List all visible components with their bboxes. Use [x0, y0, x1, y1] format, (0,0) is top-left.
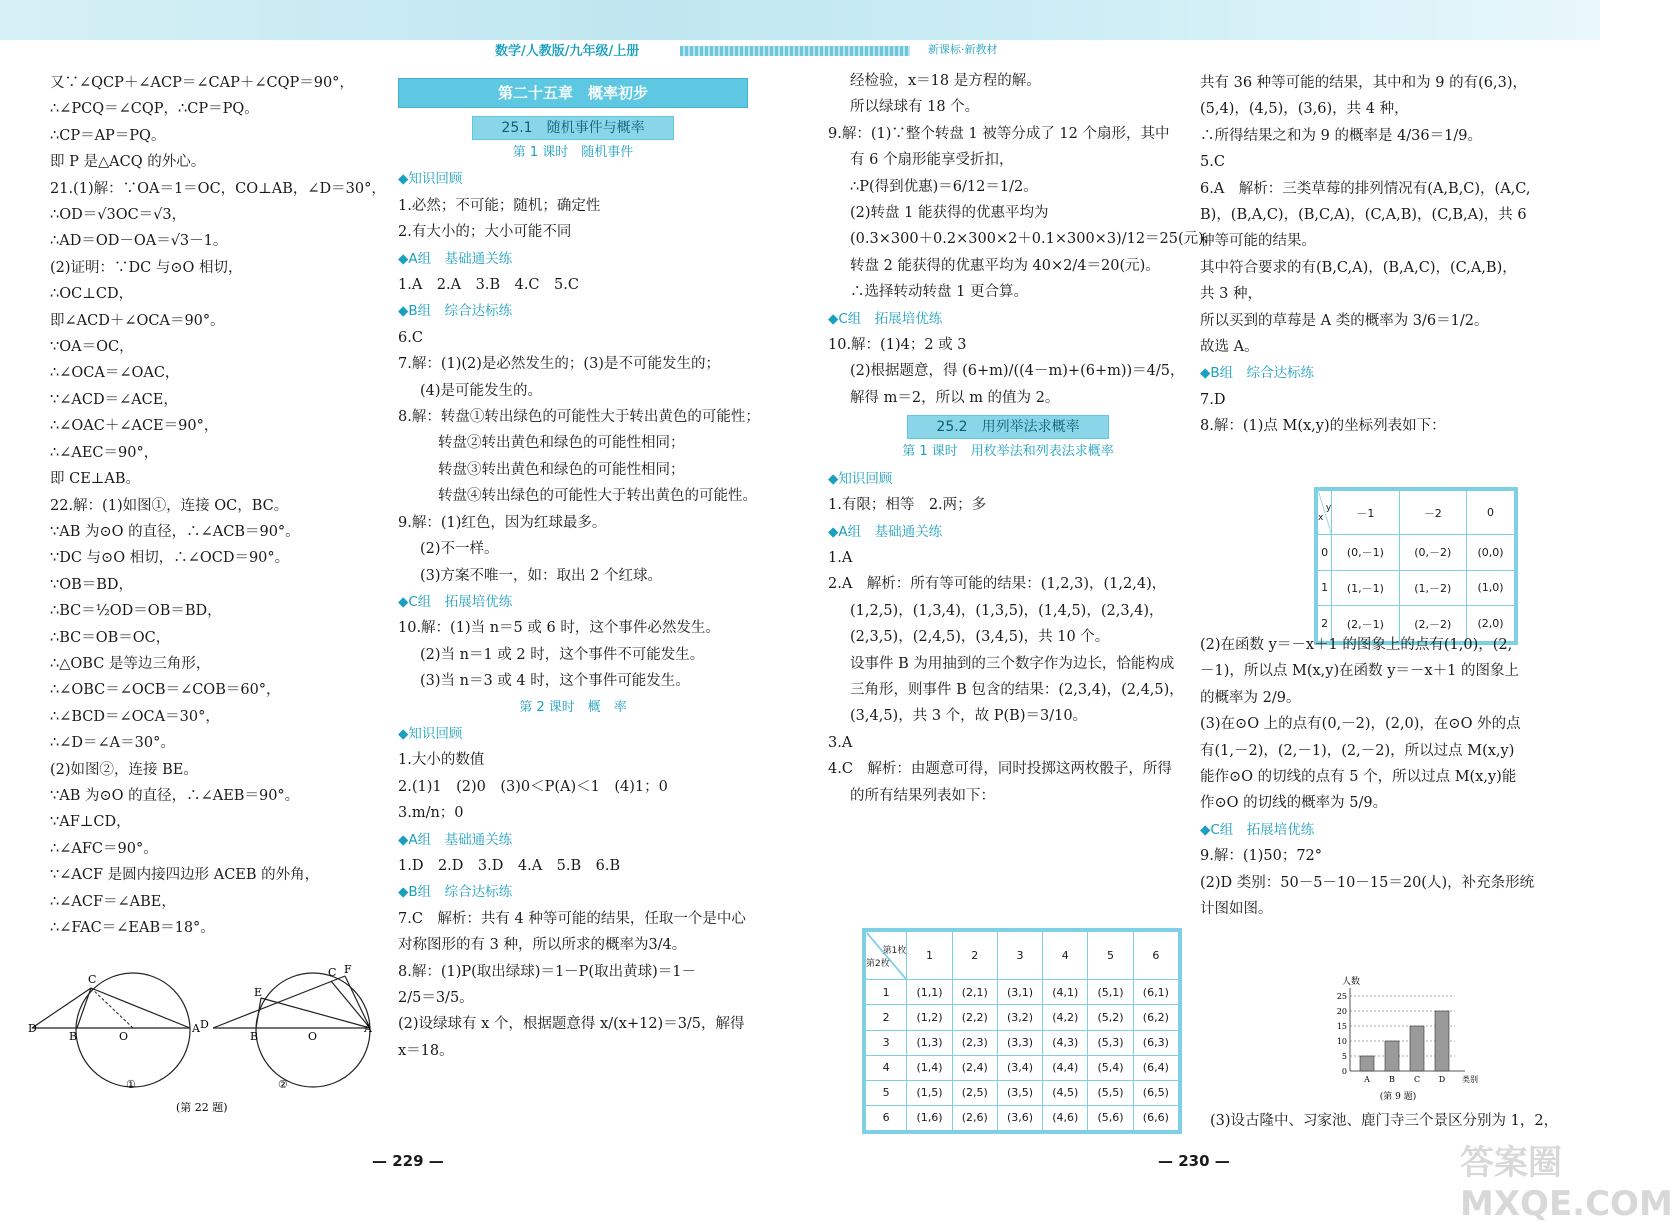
- mid1a-line: ◆A组 基础通关练: [398, 250, 513, 267]
- mid2b-line: (3,4,5)，共 3 个，故 P(B)＝3/10。: [850, 708, 1088, 725]
- figure-22-2: [200, 963, 373, 1091]
- mid2a-line: ◆C组 拓展培优练: [828, 310, 943, 327]
- table-row: [866, 980, 1179, 1005]
- table-cell: (2,0): [1467, 606, 1515, 642]
- table-cell: (1,1): [907, 980, 952, 1005]
- fig2-point-C: C: [328, 966, 337, 979]
- left-col-line: ∵AB 为⊙O 的直径，∴∠ACB＝90°。: [50, 523, 300, 540]
- mid1b-line: 2/5＝3/5。: [398, 990, 474, 1006]
- mid2b-line: 三角形，则事件 B 包含的结果：(2,3,4)，(2,4,5)，: [850, 681, 1184, 698]
- right-b-line: 计图如图。: [1200, 901, 1273, 918]
- mid2a-line: 9.解：(1)∵整个转盘 1 被等分成了 12 个扇形，其中: [828, 125, 1170, 142]
- right-a-line: 所以买到的草莓是 A 类的概率为 3/6＝1/2。: [1200, 312, 1489, 329]
- table-cell: (6,3): [1133, 1030, 1178, 1055]
- table-cell: (4,6): [1043, 1105, 1088, 1130]
- table-cell: (4,1): [1043, 980, 1088, 1005]
- mid2a-line: ∴P(得到优惠)＝6/12＝1/2。: [850, 178, 1038, 195]
- right-b-line: (2)D 类别：50－5－10－15＝20(人)，补充条形统: [1200, 874, 1535, 891]
- left-col-line: 即∠ACD＋∠OCA＝90°。: [50, 312, 225, 329]
- table-cell: (4,3): [1043, 1030, 1088, 1055]
- table-cell: (4,4): [1043, 1055, 1088, 1080]
- right-a-line: 5.C: [1200, 154, 1225, 171]
- left-col-line: 即 CE⊥AB。: [50, 471, 141, 488]
- table-corner: 第1枚 第2枚: [866, 932, 907, 980]
- mid1a-line: 1.A 2.A 3.B 4.C 5.C: [398, 277, 579, 294]
- table-cell: (2,4): [952, 1055, 997, 1080]
- mid2a-line: 10.解：(1)4；2 或 3: [828, 337, 967, 354]
- row-header-cell: 6: [866, 1105, 907, 1130]
- right-b-line: (3)在⊙O 上的点有(0,－2)，(2,0)，在⊙O 外的点: [1200, 716, 1521, 733]
- left-col-line: ∴∠PCQ＝∠CQP，∴CP＝PQ。: [50, 101, 259, 118]
- table-header-cell: 3: [997, 932, 1042, 980]
- left-col-line: ∴△OBC 是等边三角形，: [50, 655, 211, 672]
- fig2-point-A: A: [364, 1022, 372, 1035]
- right-a-line: 其中符合要求的有(B,C,A)，(B,A,C)，(C,A,B)，: [1200, 259, 1517, 276]
- fig1-point-C: C: [88, 973, 97, 986]
- right-a-line: 7.D: [1200, 391, 1226, 408]
- left-col-line: 21.(1)解：∵OA＝1＝OC，CO⊥AB，∠D＝30°，: [50, 180, 386, 197]
- mid1b-line: 8.解：(1)P(取出绿球)＝1－P(取出黄球)＝1－: [398, 963, 696, 980]
- breadcrumb: 数学/人教版/九年级/上册: [495, 44, 640, 59]
- table-cell: (2,－2): [1399, 606, 1466, 642]
- y-axis-label: 人数: [1342, 977, 1361, 987]
- last-line: (3)设古隆中、习家池、鹿门寺三个景区分别为 1，2，: [1210, 1113, 1559, 1129]
- x-tick-label: B: [1389, 1075, 1395, 1084]
- right-b-line: ◆C组 拓展培优练: [1200, 821, 1315, 838]
- left-col-line: ∴BC＝OB＝OC，: [50, 629, 171, 646]
- row-header-cell: 3: [866, 1030, 907, 1055]
- table-header-cell: 0: [1467, 491, 1515, 535]
- table-cell: (0,－2): [1399, 535, 1466, 571]
- table-header-cell: －2: [1399, 491, 1466, 535]
- mid1a-line: ◆B组 综合达标练: [398, 303, 513, 320]
- right-b-line: 作⊙O 的切线的概率为 5/9。: [1200, 795, 1388, 812]
- table-cell: (0,0): [1467, 535, 1515, 571]
- x-tick-label: D: [1438, 1075, 1446, 1084]
- mid2a-line: 经检验，x＝18 是方程的解。: [850, 73, 1041, 89]
- mid1b-line: x＝18。: [398, 1042, 454, 1059]
- table-cell: (1,6): [907, 1105, 952, 1130]
- mid1a-line: 1.必然；不可能；随机；确定性: [398, 197, 601, 214]
- mid1a-line: 6.C: [398, 329, 423, 346]
- left-col-line: ∴OD＝√3OC＝√3，: [50, 207, 187, 224]
- right-a-line: (5,4)，(4,5)，(3,6)，共 4 种，: [1200, 101, 1409, 118]
- right-a-line: 种等可能的结果。: [1200, 233, 1316, 250]
- right-b-line: 能作⊙O 的切线的点有 5 个，所以过点 M(x,y)能: [1200, 769, 1517, 786]
- mid1b-line: 1.大小的数值: [398, 752, 485, 769]
- table-row: [866, 1055, 1179, 1080]
- table-cell: (6,5): [1133, 1080, 1178, 1105]
- right-a-line: 故选 A。: [1200, 339, 1259, 356]
- table-header-cell: 6: [1133, 932, 1178, 980]
- table-corner: y x: [1318, 491, 1332, 535]
- fig2-point-E: E: [254, 986, 263, 999]
- mid2b-line: (2,3,5)，(2,4,5)，(3,4,5)，共 10 个。: [850, 629, 1110, 646]
- mid1a-line: (2)不一样。: [420, 541, 499, 558]
- mid2b-line: ◆A组 基础通关练: [828, 523, 943, 540]
- table-cell: (0,－1): [1332, 535, 1399, 571]
- table-cell: (1,3): [907, 1030, 952, 1055]
- right-a-line: ◆B组 综合达标练: [1200, 365, 1315, 382]
- table-cell: (1,4): [907, 1055, 952, 1080]
- x-tick-label: C: [1413, 1075, 1421, 1084]
- right-b-line: 有(1,－2)，(2,－1)，(2,－2)，所以过点 M(x,y): [1200, 742, 1515, 759]
- table-header-cell: 1: [907, 932, 952, 980]
- middle-column-1: [398, 74, 760, 1064]
- figure-22: [28, 963, 378, 1118]
- right-a-line: 共有 36 种等可能的结果，其中和为 9 的有(6,3)，: [1200, 75, 1527, 91]
- bar-A: [1360, 1056, 1374, 1071]
- table-cell: (1,5): [907, 1080, 952, 1105]
- fig1-point-B: B: [69, 1030, 78, 1043]
- right-a-line: B)，(B,A,C)，(B,C,A)，(C,A,B)，(C,B,A)，共 6: [1200, 207, 1527, 224]
- bar-C: [1410, 1026, 1424, 1071]
- right-a-line: 6.A 解析：三类草莓的排列情况有(A,B,C)，(A,C,: [1200, 180, 1531, 197]
- left-column: [50, 70, 386, 941]
- fig1-point-O: O: [119, 1030, 129, 1043]
- right-a-line: ∴所得结果之和为 9 的概率是 4/36＝1/9。: [1200, 127, 1482, 144]
- dice-result-table: [862, 928, 1182, 1134]
- right-b-line: 9.解：(1)50；72°: [1200, 848, 1323, 865]
- page-number-left: — 229 —: [372, 1152, 444, 1170]
- right-column-last: [1210, 1108, 1590, 1134]
- mid2b-line: 设事件 B 为用抽到的三个数字作为边长，恰能构成: [850, 655, 1175, 672]
- mid1b-line: ◆知识回顾: [398, 725, 463, 742]
- mid1a-line: (3)当 n＝3 或 4 时，这个事件可能发生。: [420, 673, 690, 690]
- table-row: [866, 1080, 1179, 1105]
- y-tick-label: 25: [1336, 992, 1347, 1001]
- table-cell: (4,2): [1043, 1005, 1088, 1030]
- left-col-line: ∵∠ACF 是圆内接四边形 ACEB 的外角，: [50, 867, 320, 884]
- left-col-line: ∴BC＝½OD＝OB＝BD，: [50, 603, 222, 620]
- row-header-cell: 1: [866, 980, 907, 1005]
- left-col-line: 22.解：(1)如图①，连接 OC，BC。: [50, 497, 289, 514]
- y-tick-label: 20: [1336, 1007, 1347, 1016]
- mid2a-line: ∴选择转动转盘 1 更合算。: [850, 284, 1028, 301]
- mid2a-line: (2)根据题意，得 (6+m)/((4－m)+(6+m))＝4/5，: [850, 363, 1185, 380]
- bar-B: [1385, 1041, 1399, 1071]
- right-b-line: (2)在函数 y＝－x＋1 的图象上的点有(1,0)，(2,: [1200, 637, 1513, 653]
- mid1b-line: 1.D 2.D 3.D 4.A 5.B 6.B: [398, 857, 621, 874]
- mid2a-line: 有 6 个扇形能享受折扣，: [850, 152, 1014, 169]
- mid1a-line: ◆知识回顾: [398, 171, 463, 188]
- mid2b-line: (1,2,5)，(1,3,4)，(1,3,5)，(1,4,5)，(2,3,4)，: [850, 602, 1164, 619]
- table-cell: (3,3): [997, 1030, 1042, 1055]
- row-header-cell: 2: [866, 1005, 907, 1030]
- mid1a-line: (2)当 n＝1 或 2 时，这个事件不可能发生。: [420, 646, 705, 663]
- table-cell: (1,0): [1467, 570, 1515, 606]
- row-header-cell: 1: [1318, 570, 1332, 606]
- page-header: [0, 40, 1600, 62]
- y-tick-label: 10: [1336, 1037, 1347, 1046]
- table-cell: (3,5): [997, 1080, 1042, 1105]
- left-col-line: ∵OA＝OC，: [50, 339, 134, 356]
- fig1-label: ①: [126, 1078, 136, 1091]
- mid2a-line: 解得 m＝2，所以 m 的值为 2。: [850, 389, 1060, 406]
- left-col-line: ∴∠FAC＝∠EAB＝18°。: [50, 920, 215, 936]
- mid1b-line: 7.C 解析：共有 4 种等可能的结果，任取一个是中心: [398, 910, 746, 927]
- coordinate-table: [1314, 487, 1518, 645]
- chart-caption: (第 9 题): [1379, 1092, 1417, 1102]
- left-col-line: ∴∠OCA＝∠OAC，: [50, 365, 180, 382]
- left-col-line: ∴∠OBC＝∠OCB＝∠COB＝60°，: [50, 682, 281, 699]
- mid1a-line: 转盘③转出黄色和绿色的可能性相同；: [438, 461, 685, 478]
- left-col-line: ∴AD＝OD－OA＝√3－1。: [50, 233, 228, 250]
- mid1b-line: (2)设绿球有 x 个，根据题意得 x/(x+12)＝3/5，解得: [398, 1016, 745, 1033]
- table-cell: (5,2): [1088, 1005, 1133, 1030]
- table-row: [1318, 535, 1515, 571]
- table-row: [1318, 570, 1515, 606]
- left-col-line: 即 P 是△ACQ 的外心。: [50, 154, 206, 171]
- table-header-cell: 2: [952, 932, 997, 980]
- mid1a-line: 转盘④转出绿色的可能性大于转出黄色的可能性。: [438, 488, 757, 505]
- mid1a-line: 转盘②转出黄色和绿色的可能性相同；: [438, 435, 685, 452]
- y-tick-label: 5: [1341, 1052, 1347, 1061]
- row-header-cell: 4: [866, 1055, 907, 1080]
- left-col-line: ∵∠ACD＝∠ACE，: [50, 391, 178, 408]
- table-cell: (6,2): [1133, 1005, 1178, 1030]
- left-col-line: ∵AB 为⊙O 的直径，∴∠AEB＝90°。: [50, 787, 300, 804]
- mid2b-line: ◆知识回顾: [828, 470, 893, 487]
- page-number-right: — 230 —: [1158, 1152, 1230, 1170]
- table-cell: (4,5): [1043, 1080, 1088, 1105]
- mid1b-line: ◆B组 综合达标练: [398, 884, 513, 901]
- right-column-lower: [1200, 632, 1560, 922]
- mid1b-line: 3.m/n；0: [398, 805, 464, 822]
- fig1-point-D: D: [28, 1022, 37, 1035]
- mid1a-line: ◆C组 拓展培优练: [398, 593, 513, 610]
- table-cell: (3,4): [997, 1055, 1042, 1080]
- fig2-label: ②: [278, 1078, 288, 1091]
- table-cell: (3,1): [997, 980, 1042, 1005]
- mid2b-line: 1.有限；相等 2.两；多: [828, 497, 987, 514]
- mid1a-line: 10.解：(1)当 n＝5 或 6 时，这个事件必然发生。: [398, 620, 720, 637]
- left-col-line: ∴∠AEC＝90°，: [50, 444, 159, 461]
- fig2-point-O: O: [308, 1030, 318, 1043]
- right-a-line: 共 3 种，: [1200, 286, 1262, 303]
- left-col-line: (2)证明：∵DC 与⊙O 相切，: [50, 259, 243, 276]
- mid2a-line: (2)转盘 1 能获得的优惠平均为: [850, 205, 1049, 222]
- mid1b-line: 2.(1)1 (2)0 (3)0＜P(A)＜1 (4)1；0: [398, 778, 668, 795]
- table-cell: (2,5): [952, 1080, 997, 1105]
- table-header-cell: －1: [1332, 491, 1399, 535]
- mid2b-line: 3.A: [828, 734, 853, 751]
- table-cell: (1,－2): [1399, 570, 1466, 606]
- y-tick-label: 15: [1336, 1022, 1347, 1031]
- left-col-line: ∵AF⊥CD，: [50, 814, 131, 831]
- table-cell: (3,2): [997, 1005, 1042, 1030]
- section-25-2-title: 25.2 用列举法求概率: [907, 415, 1109, 439]
- left-col-line: (2)如图②，连接 BE。: [50, 761, 198, 778]
- top-decorative-band: [0, 0, 1600, 40]
- chapter-title: 第二十五章 概率初步: [398, 78, 748, 108]
- mid2a-line: (0.3×300＋0.2×300×2＋0.1×300×3)/12＝25(元)，: [850, 231, 1219, 248]
- right-column: [1200, 70, 1560, 440]
- table-cell: (5,6): [1088, 1105, 1133, 1130]
- fig2-point-D: D: [200, 1018, 209, 1031]
- bar-D: [1435, 1011, 1449, 1071]
- left-col-line: ∴∠BCD＝∠OCA＝30°，: [50, 708, 220, 725]
- lesson-25-2-title: 第 1 课时 用枚举法和列表法求概率: [902, 444, 1114, 460]
- left-col-line: ∴∠ACF＝∠ABE，: [50, 893, 176, 910]
- right-b-line: 的概率为 2/9。: [1200, 689, 1301, 706]
- bar-chart: [1330, 977, 1480, 1127]
- table-cell: (5,4): [1088, 1055, 1133, 1080]
- table-cell: (6,6): [1133, 1105, 1178, 1130]
- figure-22-caption: (第 22 题): [176, 1101, 228, 1114]
- table-cell: (2,－1): [1332, 606, 1399, 642]
- fig2-point-F: F: [344, 963, 352, 976]
- x-axis-label: 类别: [1462, 1075, 1478, 1084]
- left-col-line: ∵OB＝BD，: [50, 576, 134, 593]
- mid2b-line: 2.A 解析：所有等可能的结果：(1,2,3)，(1,2,4)，: [828, 576, 1167, 593]
- table-header-cell: 5: [1088, 932, 1133, 980]
- table-cell: (2,1): [952, 980, 997, 1005]
- brand-label: 新课标·新教材: [928, 43, 998, 56]
- mid1a-line: 7.解：(1)(2)是必然发生的；(3)是不可能发生的；: [398, 356, 720, 373]
- table-cell: (3,6): [997, 1105, 1042, 1130]
- table-cell: (1,2): [907, 1005, 952, 1030]
- mid2b-line: 1.A: [828, 549, 853, 566]
- fig2-point-B: B: [250, 1030, 259, 1043]
- table-row: [866, 1030, 1179, 1055]
- mid1a-line: (4)是可能发生的。: [420, 382, 543, 399]
- table-cell: (2,6): [952, 1105, 997, 1130]
- watermark: 答案圈 MXQE.COM: [1460, 1143, 1673, 1224]
- mid1a-line: 9.解：(1)红色，因为红球最多。: [398, 514, 607, 531]
- header-pattern-bar: [680, 46, 910, 56]
- table-cell: (6,4): [1133, 1055, 1178, 1080]
- fig1-point-A: A: [192, 1022, 200, 1035]
- lesson-2-title: 第 2 课时 概 率: [519, 699, 627, 715]
- mid2b-line: 的所有结果列表如下：: [850, 787, 995, 804]
- table-cell: (1,－1): [1332, 570, 1399, 606]
- left-col-line: ∴∠AFC＝90°。: [50, 840, 158, 857]
- lesson-1-title: 第 1 课时 随机事件: [512, 145, 634, 160]
- left-col-line: 又∵∠QCP＋∠ACP＝∠CAP＋∠CQP＝90°，: [50, 75, 354, 91]
- left-col-line: ∵DC 与⊙O 相切，∴∠OCD＝90°。: [50, 550, 290, 567]
- mid1b-line: ◆A组 基础通关练: [398, 831, 513, 848]
- row-header-cell: 2: [1318, 606, 1332, 642]
- table-cell: (5,5): [1088, 1080, 1133, 1105]
- origin-label: 0: [1341, 1067, 1347, 1076]
- mid2a-line: 所以绿球有 18 个。: [850, 99, 980, 116]
- left-col-line: ∴CP＝AP＝PQ。: [50, 127, 166, 144]
- table-cell: (5,3): [1088, 1030, 1133, 1055]
- table-row: [866, 1005, 1179, 1030]
- table-header-cell: 4: [1043, 932, 1088, 980]
- right-a-line: 8.解：(1)点 M(x,y)的坐标列表如下：: [1200, 418, 1446, 435]
- left-col-line: ∴∠OAC＋∠ACE＝90°，: [50, 418, 219, 435]
- row-header-cell: 5: [866, 1080, 907, 1105]
- section-25-1-title: 25.1 随机事件与概率: [472, 116, 674, 140]
- row-header-cell: 0: [1318, 535, 1332, 571]
- left-col-line: ∴∠D＝∠A＝30°。: [50, 735, 175, 752]
- left-col-line: ∴OC⊥CD，: [50, 286, 134, 303]
- mid1b-line: 对称图形的有 3 种，所以所求的概率为3/4。: [398, 937, 687, 954]
- figure-22-1: [28, 973, 201, 1091]
- table-cell: (6,1): [1133, 980, 1178, 1005]
- table-cell: (5,1): [1088, 980, 1133, 1005]
- table-cell: (2,2): [952, 1005, 997, 1030]
- mid1a-line: (3)方案不唯一，如：取出 2 个红球。: [420, 567, 662, 584]
- table-cell: (2,3): [952, 1030, 997, 1055]
- table-row: [866, 1105, 1179, 1130]
- mid1a-line: 8.解：转盘①转出绿色的可能性大于转出黄色的可能性；: [398, 409, 760, 426]
- x-tick-label: A: [1364, 1075, 1370, 1084]
- mid2a-line: 转盘 2 能获得的优惠平均为 40×2/4＝20(元)。: [850, 257, 1160, 274]
- right-b-line: －1)，所以点 M(x,y)在函数 y＝－x＋1 的图象上: [1200, 663, 1519, 680]
- mid2b-line: 4.C 解析：由题意可得，同时投掷这两枚骰子，所得: [828, 761, 1172, 778]
- mid1a-line: 2.有大小的；大小可能不同: [398, 224, 572, 241]
